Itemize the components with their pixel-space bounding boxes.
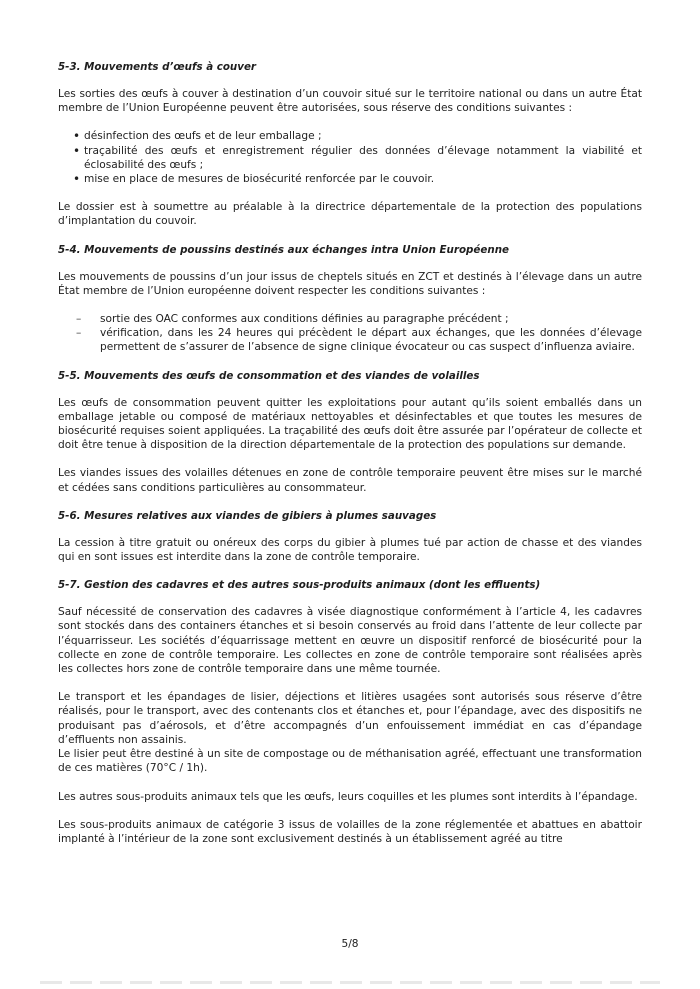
section-5-6	[58, 509, 642, 564]
section-5-7	[58, 578, 642, 846]
section-title: 5-7. Gestion des cadavres et des autres sous-produits animaux (dont les effluents)	[58, 579, 541, 592]
paragraph: Les sous-produits animaux de catégorie 3 issus de volailles de la zone réglementée et abattues en abattoir implanté à l’intérieur de la zone sont exclusivement destinés à un établissement agréé au titre	[58, 818, 642, 845]
list-item: • mise en place de mesures de biosécurité renforcée par le couvoir.	[58, 172, 642, 186]
section-5-4	[58, 243, 642, 355]
page-number: 5/8	[341, 938, 359, 950]
section-title: 5-4. Mouvements de poussins destinés aux échanges intra Union Européenne	[58, 243, 510, 256]
paragraph: Sauf nécessité de conservation des cadavres à visée diagnostique conformément à l’article 4, les cadavres sont stockés dans des containers étanches et si besoin conservés au froid dans l’attente de leur collecte par l’équarrisseur. Les sociétés d’équarrissage mettent en œuvre un dispositif renforcé de biosécurité pour la collecte en zone de contrôle temporaire. Les collectes en zone de contrôle temporaire sont réalisées après les collectes hors zone de contrôle temporaire dans une même tournée.	[58, 606, 642, 676]
paragraph: La cession à titre gratuit ou onéreux des corps du gibier à plumes tué par action de chasse et des viandes qui en sont issues est interdite dans la zone de contrôle temporaire.	[58, 536, 642, 564]
section-intro: Les sorties des œufs à couver à destination d’un couvoir situé sur le territoire national ou dans un autre État membre de l’Union Européenne peuvent être autorisées, sous réserve des conditions suivantes :	[58, 88, 642, 115]
scan-bleed-through	[40, 981, 660, 984]
section-title: 5-3. Mouvements d’œufs à couver	[58, 61, 257, 73]
list-item: – vérification, dans les 24 heures qui précèdent le départ aux échanges, que les données d’élevage permettent de s’assurer de l’absence de signe clinique évocateur ou cas suspect d’influenza aviaire.	[58, 326, 642, 354]
section-5-3	[58, 60, 642, 229]
section-outro: Le dossier est à soumettre au préalable à la directrice départementale de la protection des populations d’implantation du couvoir.	[58, 201, 642, 228]
dash-list	[58, 312, 642, 355]
document-page	[58, 60, 642, 860]
paragraph: Les œufs de consommation peuvent quitter les exploitations pour autant qu’ils soient emballés dans un emballage jetable ou composé de matériaux nettoyables et désinfectables et que toutes les mesures de biosécurité requises soient appliquées. La traçabilité des œufs doit être assurée par l’opérateur de collecte et doit être tenue à disposition de la direction départementale de la protection des populations sur demande.	[58, 396, 642, 452]
list-item: • désinfection des œufs et de leur emballage ;	[58, 129, 642, 143]
paragraph: Le lisier peut être destiné à un site de compostage ou de méthanisation agréé, effectuant une transformation de ces matières (70°C / 1h).	[58, 748, 642, 775]
section-title: 5-5. Mouvements des œufs de consommation et des viandes de volailles	[58, 369, 480, 382]
section-title: 5-6. Mesures relatives aux viandes de gibiers à plumes sauvages	[58, 509, 437, 522]
paragraph: Les autres sous-produits animaux tels que les œufs, leurs coquilles et les plumes sont interdits à l’épandage.	[58, 790, 638, 803]
list-item: • traçabilité des œufs et enregistrement régulier des données d’élevage notamment la viabilité et éclosabilité des œufs ;	[58, 144, 642, 172]
bullet-list	[58, 129, 642, 186]
paragraph: Les viandes issues des volailles détenues en zone de contrôle temporaire peuvent être mises sur le marché et cédées sans conditions particulières au consommateur.	[58, 467, 642, 494]
list-item: – sortie des OAC conformes aux conditions définies au paragraphe précédent ;	[58, 312, 642, 326]
section-intro: Les mouvements de poussins d’un jour issus de cheptels situés en ZCT et destinés à l’élevage dans un autre État membre de l’Union européenne doivent respecter les conditions suivantes :	[58, 270, 642, 297]
section-5-5	[58, 369, 642, 495]
paragraph: Le transport et les épandages de lisier, déjections et litières usagées sont autorisés sous réserve d’être réalisés, pour le transport, avec des contenants clos et étanches et, pour l’épandage, avec des dispositifs ne produisant pas d’aérosols, et d’être accompagnés d’un enfouissement immédiat en cas d’épandage d’effluents non assainis.	[58, 691, 642, 746]
